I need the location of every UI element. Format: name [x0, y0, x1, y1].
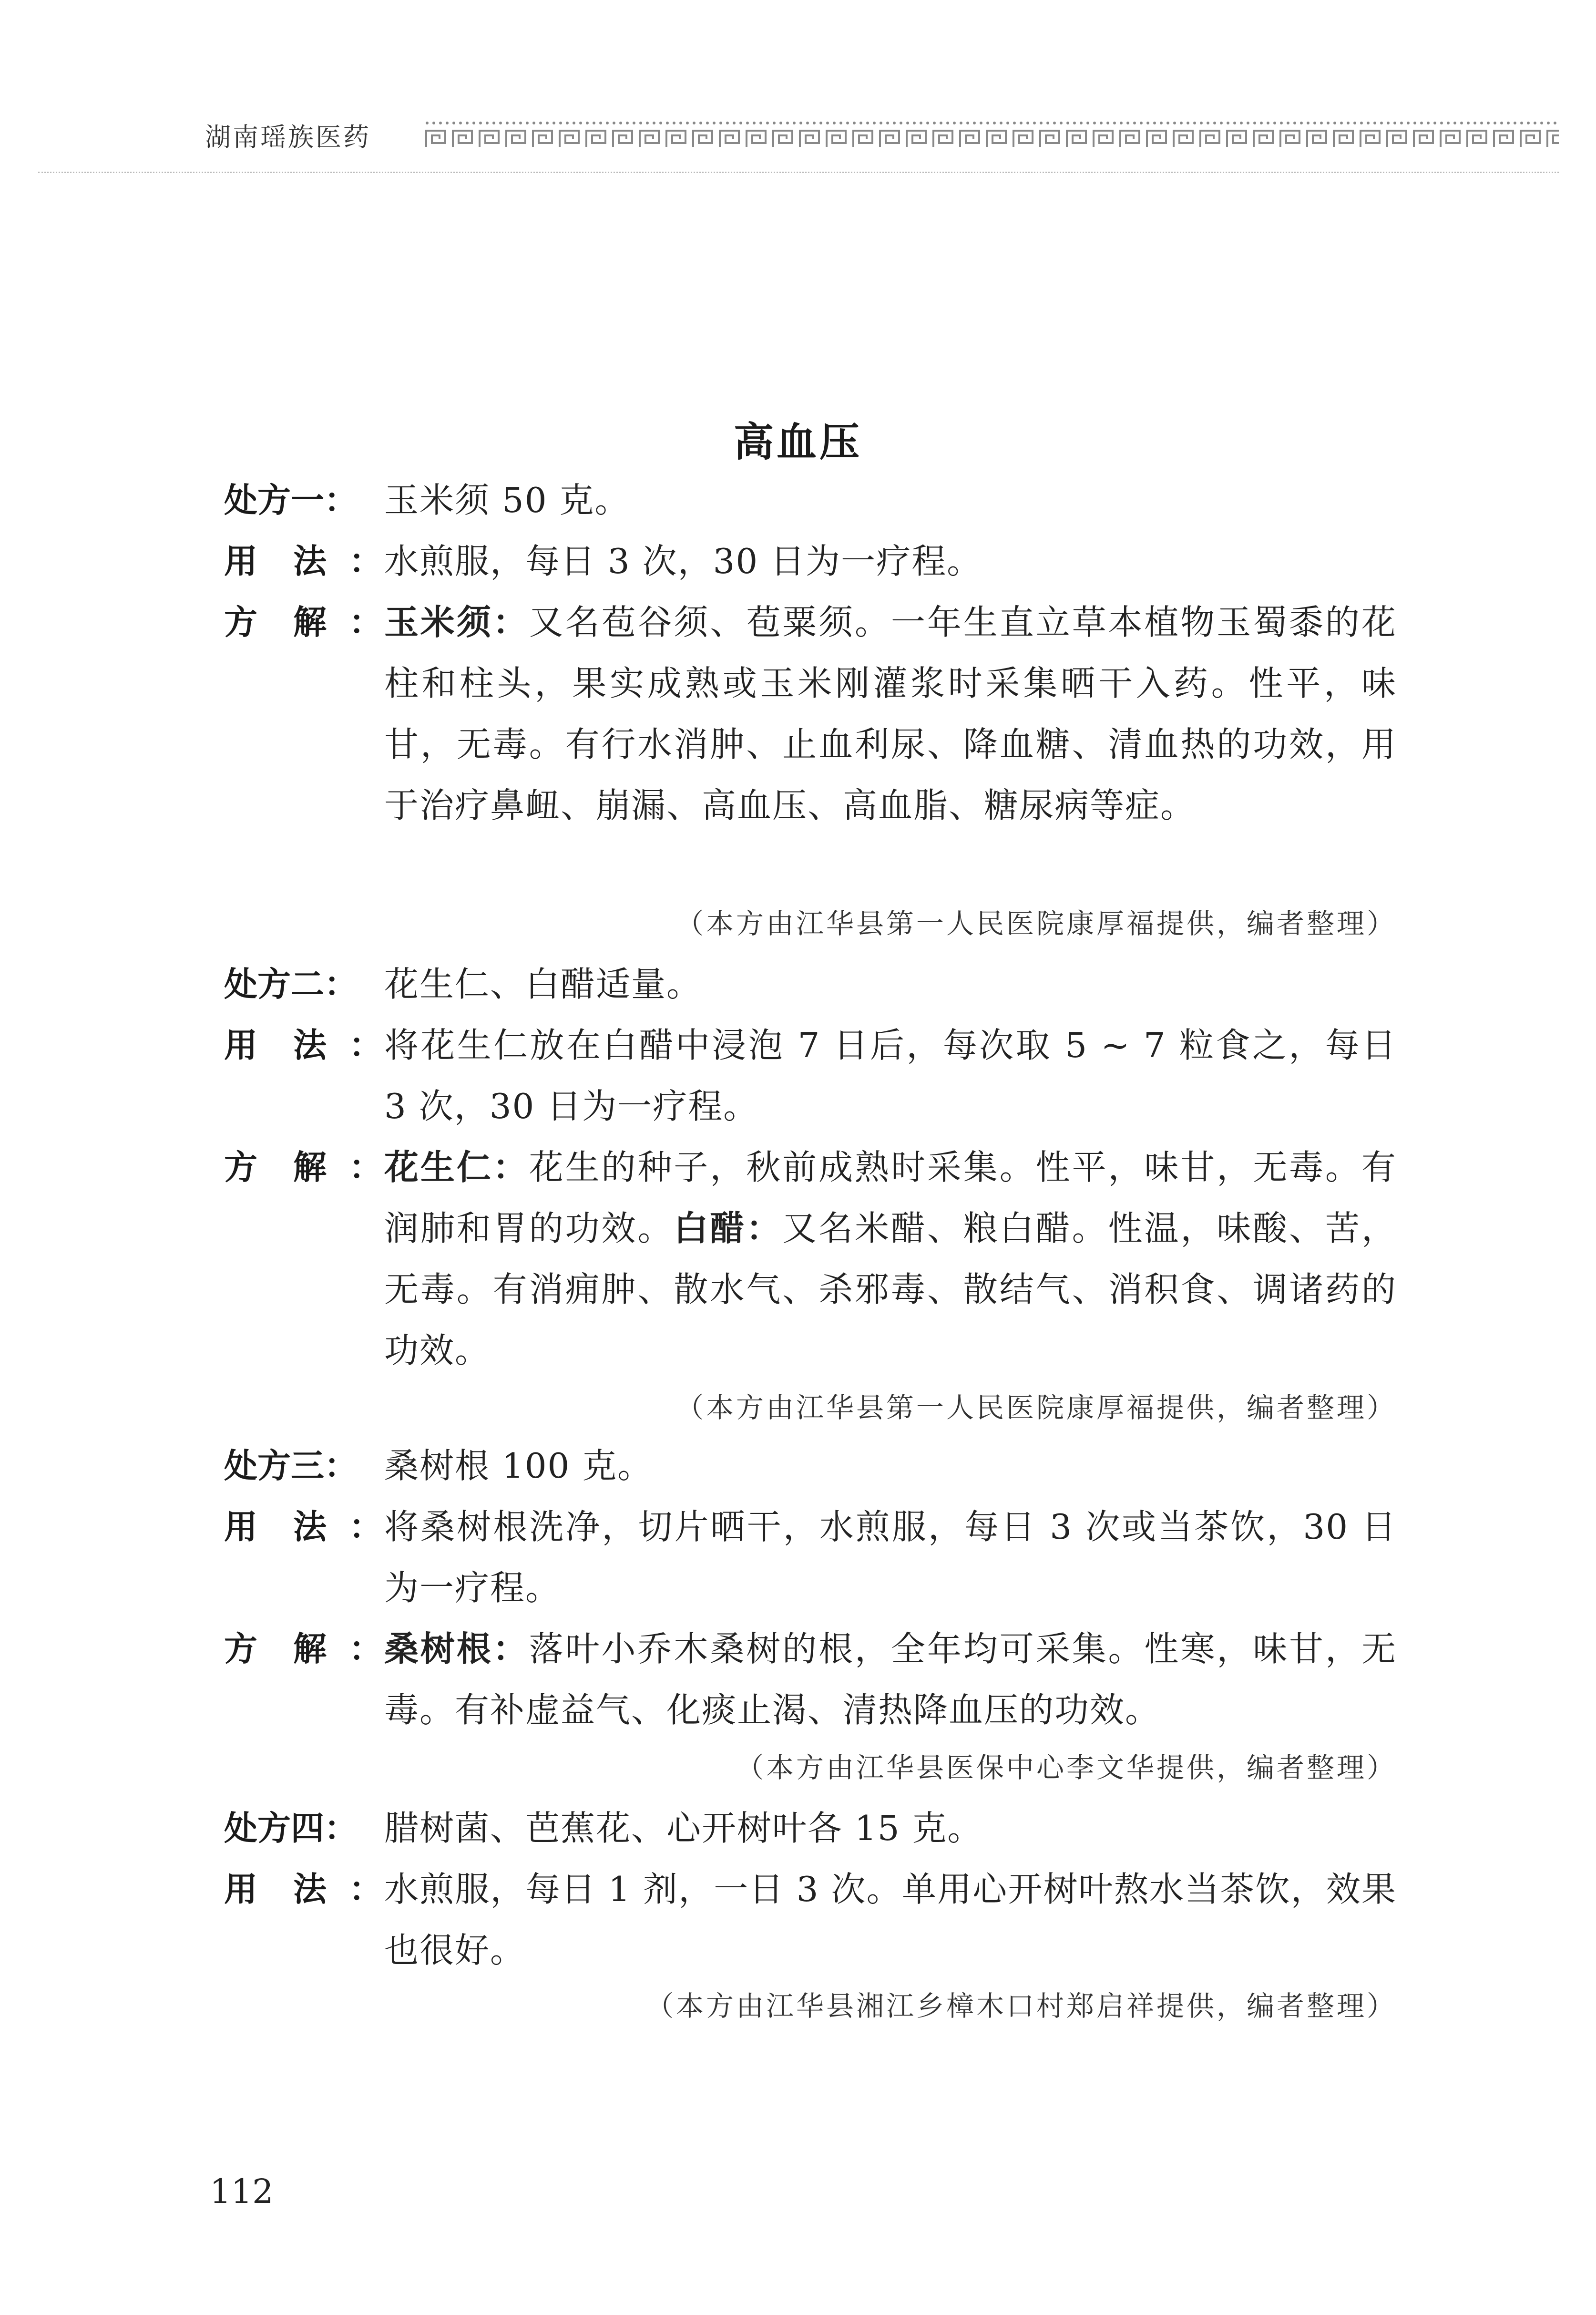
- label-char: 用: [224, 1870, 257, 1909]
- prescription-label: 处方二：: [224, 965, 358, 1004]
- prescription-3-ingredients: [224, 1435, 1397, 1496]
- usage-label: [224, 1015, 382, 1076]
- prescription-4-source: （本方由江华县湘江乡樟木口村郑启祥提供，编者整理）: [645, 1990, 1397, 2022]
- label-char: 用: [224, 1026, 257, 1065]
- usage-label: [224, 1859, 382, 1920]
- herb-description: 落叶小乔木桑树的根，全年均可采集。性寒，味甘，无毒。有补虚益气、化痰止渴、清热降血压的功效。: [384, 1629, 1397, 1730]
- usage-label: [224, 1496, 382, 1557]
- running-header-title: 湖南瑶族医药: [205, 122, 371, 152]
- usage-text: 将花生仁放在白醋中浸泡 7 日后，每次取 5 ~ 7 粒食之，每日 3 次，30 日为一疗程。: [384, 1025, 1397, 1126]
- prescription-2-ingredients: [224, 954, 1397, 1015]
- label-char: 用: [224, 542, 257, 581]
- explanation-label: [224, 592, 382, 653]
- prescription-label: 处方三：: [224, 1446, 358, 1485]
- label-char: 解: [293, 1148, 327, 1187]
- ingredients-text: 玉米须 50 克。: [384, 480, 630, 520]
- prescription-3-explanation: [224, 1618, 1397, 1740]
- herb-description: 又名苞谷须、苞粟须。一年生直立草本植物玉蜀黍的花柱和柱头，果实成熟或玉米刚灌浆时采集晒干入药。性平，味甘，无毒。有行水消肿、止血利尿、降血糖、清血热的功效，用于治疗鼻衄、崩漏、高血压、高血脂、糖尿病等症。: [384, 602, 1397, 825]
- prescription-2-source: （本方由江华县第一人民医院康厚福提供，编者整理）: [675, 1391, 1397, 1424]
- prescription-1-explanation: [224, 592, 1397, 836]
- prescription-1-ingredients: [224, 470, 1397, 531]
- label-char: 解: [293, 1629, 327, 1668]
- ingredients-text: 腊树菌、芭蕉花、心开树叶各 15 克。: [384, 1808, 983, 1848]
- herb-name: 桑树根：: [384, 1629, 529, 1669]
- label-char: 解: [293, 603, 327, 642]
- herb-description: 又名米醋、粮白醋。性温，味酸、苦，无毒。有消痈肿、散水气、杀邪毒、散结气、消积食、调诸药的功效。: [384, 1208, 1397, 1370]
- prescription-2-explanation: [224, 1137, 1397, 1381]
- section-title: 高血压: [733, 418, 862, 465]
- herb-name: 玉米须：: [384, 602, 529, 642]
- prescription-3-source: （本方由江华县医保中心李文华提供，编者整理）: [736, 1751, 1397, 1784]
- label-colon: ：: [349, 542, 382, 581]
- label-char: 方: [224, 1629, 257, 1668]
- label-colon: ：: [349, 1870, 382, 1909]
- herb-name: 白醋：: [674, 1208, 783, 1248]
- page-number: 112: [210, 2172, 274, 2211]
- prescription-label: 处方一：: [224, 481, 358, 520]
- label-colon: ：: [349, 603, 382, 642]
- header-ornament-band: [424, 120, 1559, 149]
- prescription-2-usage: [224, 1015, 1397, 1137]
- label-char: 法: [293, 1870, 327, 1909]
- herb-description: 花生的种子，秋前成熟时采集。性平，味甘，无毒。有润肺和胃的功效。: [384, 1147, 1397, 1248]
- explanation-text: [384, 1618, 1397, 1740]
- ingredients-text: 桑树根 100 克。: [384, 1446, 653, 1486]
- label-char: 法: [293, 1026, 327, 1065]
- herb-name: 花生仁：: [384, 1147, 529, 1187]
- prescription-4-ingredients: [224, 1798, 1397, 1859]
- prescription-1-usage: [224, 531, 1397, 592]
- label-char: 方: [224, 603, 257, 642]
- explanation-label: [224, 1137, 382, 1198]
- prescription-label: 处方四：: [224, 1809, 358, 1848]
- prescription-3-usage: [224, 1496, 1397, 1618]
- ingredients-text: 花生仁、白醋适量。: [384, 964, 702, 1004]
- label-colon: ：: [349, 1026, 382, 1065]
- label-char: 法: [293, 542, 327, 581]
- explanation-text: [384, 1137, 1397, 1381]
- usage-text: 将桑树根洗净，切片晒干，水煎服，每日 3 次或当茶饮，30 日为一疗程。: [384, 1507, 1397, 1608]
- usage-text: 水煎服，每日 3 次，30 日为一疗程。: [384, 541, 982, 581]
- usage-text: 水煎服，每日 1 剂，一日 3 次。单用心开树叶熬水当茶饮，效果也很好。: [384, 1869, 1397, 1970]
- label-colon: ：: [349, 1148, 382, 1187]
- header-divider: [38, 172, 1559, 173]
- label-char: 方: [224, 1148, 257, 1187]
- usage-label: [224, 531, 382, 592]
- label-colon: ：: [349, 1507, 382, 1546]
- label-colon: ：: [349, 1629, 382, 1668]
- label-char: 用: [224, 1507, 257, 1546]
- prescription-4-usage: [224, 1859, 1397, 1981]
- label-char: 法: [293, 1507, 327, 1546]
- prescription-1-source: （本方由江华县第一人民医院康厚福提供，编者整理）: [675, 907, 1397, 940]
- explanation-label: [224, 1618, 382, 1679]
- explanation-text: [384, 592, 1397, 836]
